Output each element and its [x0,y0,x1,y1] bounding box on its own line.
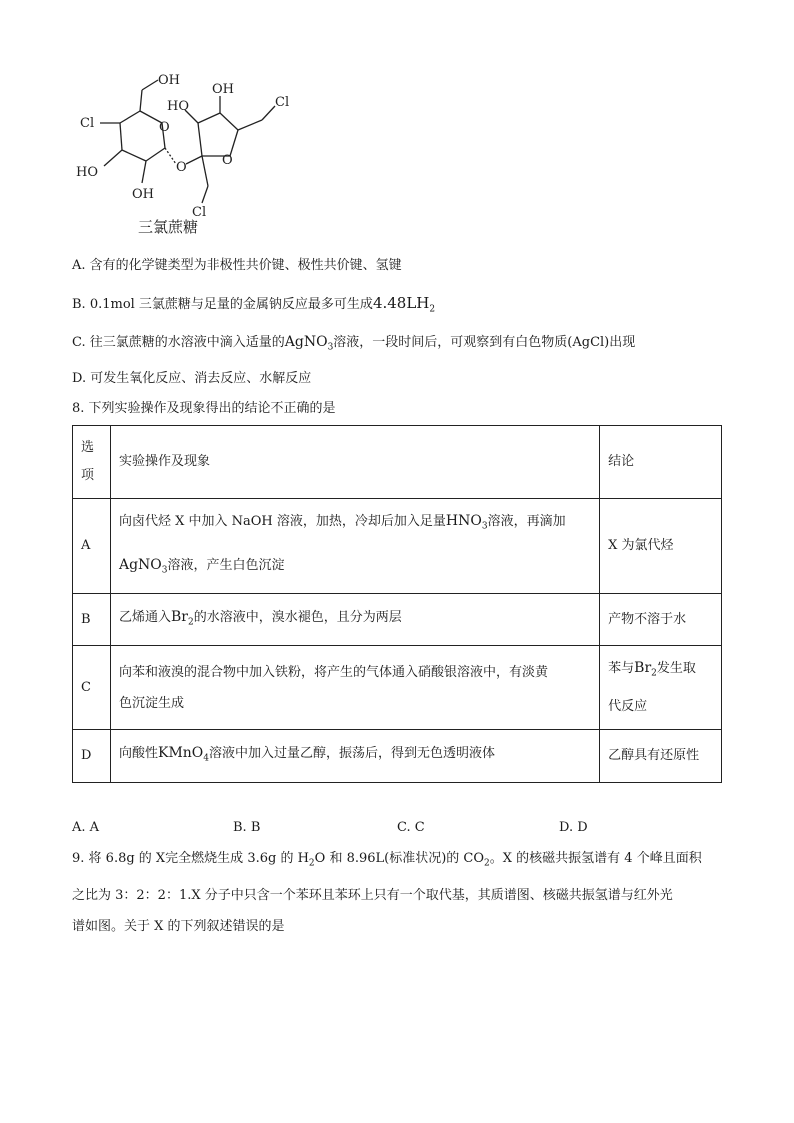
answer-option-a: A. A [72,820,100,835]
atom-label: HO [76,165,98,180]
q7-option-c: C. 往三氯蔗糖的水溶液中滴入适量的AgNO$_3$溶液，一段时间后，可观察到有白色物质(AgCl)出现 [72,334,636,353]
atom-label: Cl [192,205,207,220]
row-conclusion: 产物不溶于水 [600,594,722,646]
atom-label: O [222,153,233,168]
molecule-caption: 三氯蔗糖 [138,218,199,236]
row-conclusion: X 为氯代烃 [600,499,722,594]
row-operation: 向酸性KMnO$_4$溶液中加入过量乙醇，振荡后，得到无色透明液体 [110,730,599,783]
row-option: D [73,730,111,783]
atom-label: OH [158,73,180,88]
sucralose-structure [70,68,320,238]
q8-stem: 8. 下列实验操作及现象得出的结论不正确的是 [72,401,336,416]
atom-label: Cl [80,116,95,131]
atom-label: Cl [275,95,290,110]
row-conclusion: 苯与$Br_2$发生取 代反应 [600,646,722,730]
q7-option-d: D. 可发生氧化反应、消去反应、水解反应 [72,371,312,386]
q9-text: 9. 将 6.8g 的 X完全燃烧生成 3.6g 的 $H_2O$ 和 8.96L(标准状况)的 $CO_2$。X 的核磁共振氢谱有 4 个峰且面积 之比为 3：2：2：1.X 分子中只含一个苯环且苯环上只有一个取代基，其质谱图、核磁共振氢谱与红外光 谱如图。关于 X 的下列叙述错误的是 [72,851,702,934]
row-conclusion: 乙醇具有还原性 [600,730,722,783]
row-option: A [73,499,111,594]
atom-label: O [176,160,187,175]
atom-label: OH [132,187,154,202]
q7-option-b: B. 0.1mol 三氯蔗糖与足量的金属钠反应最多可生成$4.48LH_2$ [72,294,436,315]
row-operation: 向苯和液溴的混合物中加入铁粉，将产生的气体通入硝酸银溶液中，有淡黄 色沉淀生成 [110,646,599,730]
answer-option-c: C. C [397,820,425,835]
molecule-atom-labels [76,73,289,220]
answer-option-b: B. B [233,820,261,835]
atom-label: HO [167,99,189,114]
q7-option-a: A. 含有的化学键类型为非极性共价键、极性共价键、氢键 [72,258,402,273]
row-operation: 乙烯通入$Br_2$的水溶液中，溴水褪色，且分为两层 [110,594,599,646]
row-option: C [73,646,111,730]
table-row [73,499,722,594]
table-row [73,646,722,730]
row-operation: 向卤代烃 X 中加入 NaOH 溶液，加热，冷却后加入足量$HNO_3$溶液，再滴加 AgNO$_3$溶液，产生白色沉淀 [110,499,599,594]
atom-label: O [159,120,170,135]
table-row [73,730,722,783]
q8-table [72,425,722,783]
table-header-row [73,426,722,499]
answer-option-d: D. D [559,820,588,835]
table-row [73,594,722,646]
header-operation: 实验操作及现象 [110,426,599,499]
row-option: B [73,594,111,646]
atom-label: OH [212,82,234,97]
header-option: 选 项 [73,426,111,499]
header-conclusion: 结论 [600,426,722,499]
